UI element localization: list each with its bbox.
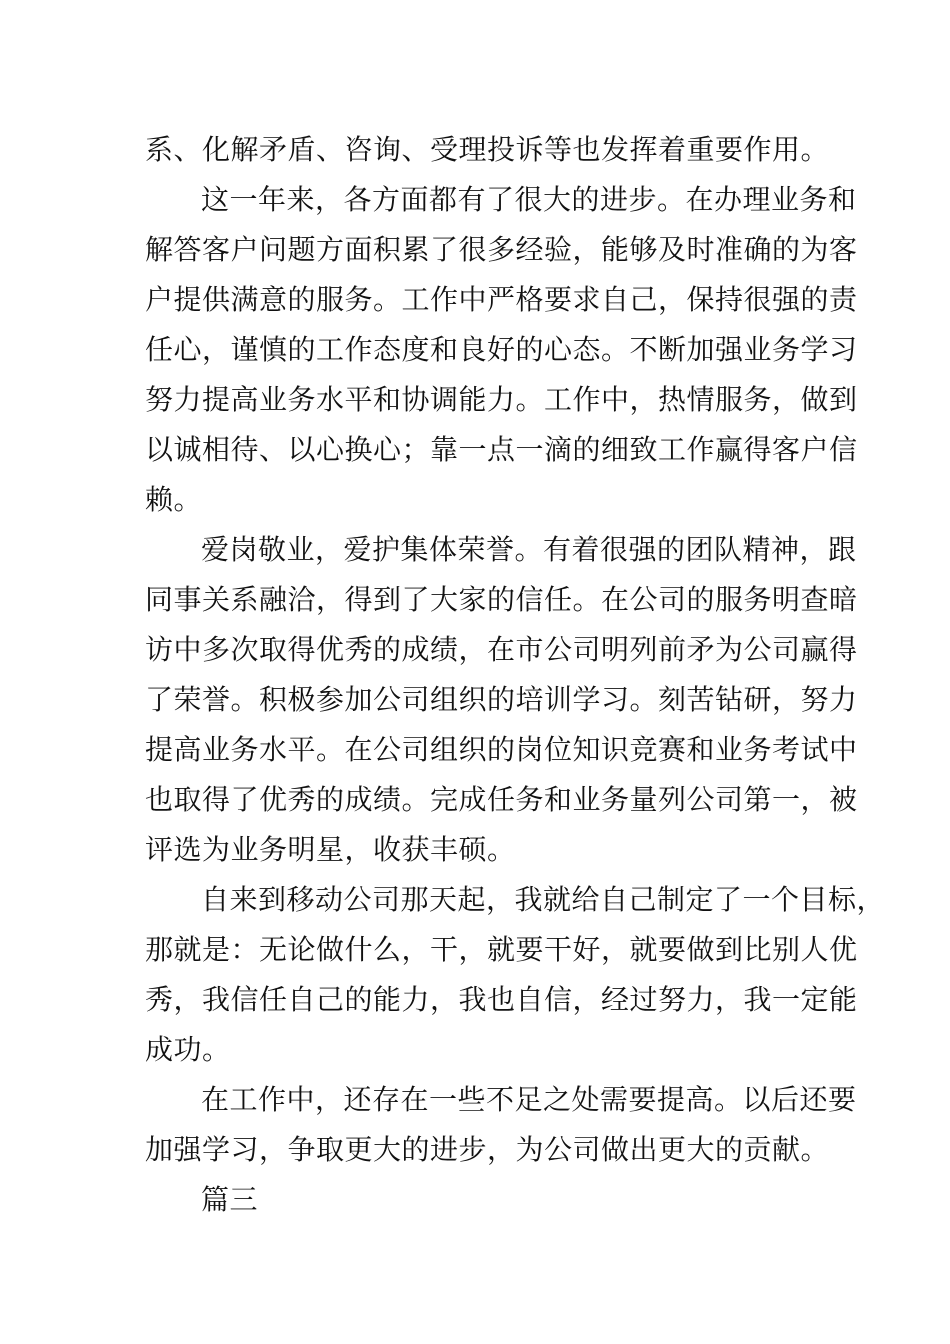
text-line: 秀，我信任自己的能力，我也自信，经过努力，我一定能 <box>145 983 858 1016</box>
text-line: 评选为业务明星，收获丰硕。 <box>145 833 516 866</box>
text-line: 访中多次取得优秀的成绩，在市公司明列前矛为公司赢得 <box>145 633 858 666</box>
paragraph-start-line: 这一年来，各方面都有了很大的进步。在办理业务和 <box>201 183 857 216</box>
text-line: 成功。 <box>145 1033 231 1066</box>
text-line: 赖。 <box>145 483 203 516</box>
paragraph-start-line: 在工作中，还存在一些不足之处需要提高。以后还要 <box>201 1083 857 1116</box>
paragraph-start-line: 自来到移动公司那天起，我就给自己制定了一个目标， <box>201 883 886 916</box>
text-line: 同事关系融洽，得到了大家的信任。在公司的服务明查暗 <box>145 583 858 616</box>
text-line: 解答客户问题方面积累了很多经验，能够及时准确的为客 <box>145 233 858 266</box>
paragraph-start-line: 爱岗敬业，爱护集体荣誉。有着很强的团队精神，跟 <box>201 533 857 566</box>
text-line: 了荣誉。积极参加公司组织的培训学习。刻苦钻研，努力 <box>145 683 858 716</box>
text-line: 也取得了优秀的成绩。完成任务和业务量列公司第一，被 <box>145 783 858 816</box>
text-line: 任心，谨慎的工作态度和良好的心态。不断加强业务学习 <box>145 333 858 366</box>
text-line: 努力提高业务水平和协调能力。工作中，热情服务，做到 <box>145 383 858 416</box>
text-line: 加强学习，争取更大的进步，为公司做出更大的贡献。 <box>145 1133 830 1166</box>
section-heading: 篇三 <box>201 1183 259 1216</box>
text-line: 系、化解矛盾、咨询、受理投诉等也发挥着重要作用。 <box>145 133 830 166</box>
text-line: 提高业务水平。在公司组织的岗位知识竞赛和业务考试中 <box>145 733 858 766</box>
text-line: 那就是：无论做什么，干，就要干好，就要做到比别人优 <box>145 933 858 966</box>
text-line: 以诚相待、以心换心；靠一点一滴的细致工作赢得客户信 <box>145 433 858 466</box>
text-line: 户提供满意的服务。工作中严格要求自己，保持很强的责 <box>145 283 858 316</box>
